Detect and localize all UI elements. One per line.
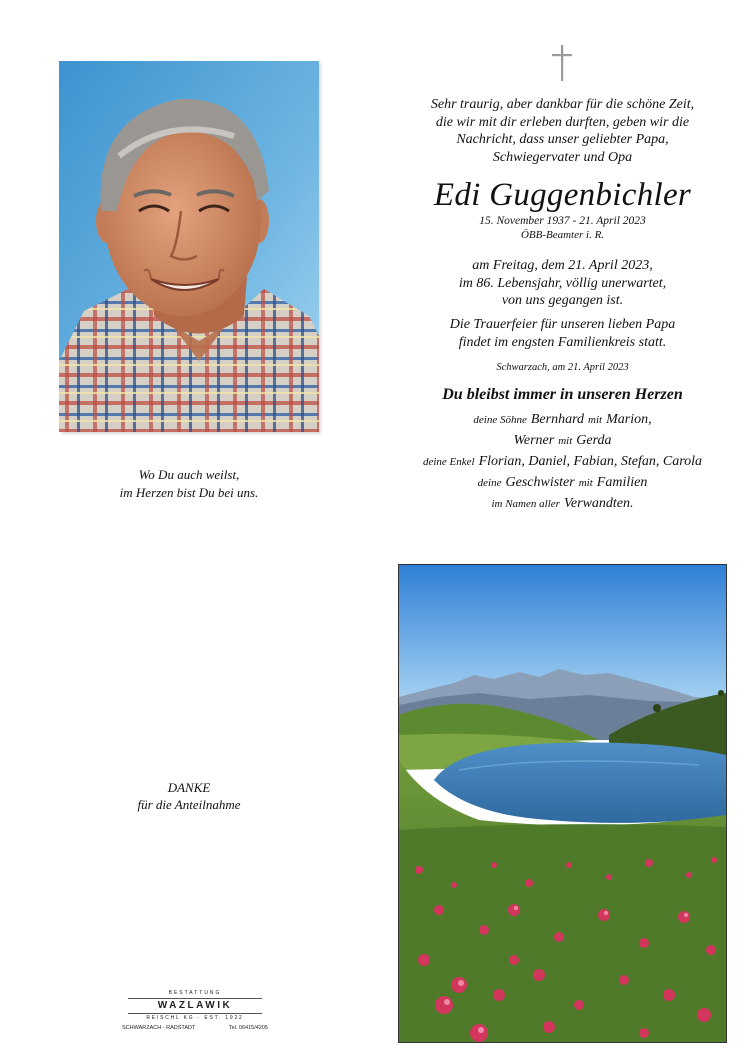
grandkids-names: Florian, Daniel, Fabian, Stefan, Carola [478, 454, 703, 469]
grandkids-prefix: deine Enkel [422, 456, 475, 468]
logo-address: SCHWARZACH - RADSTADT [122, 1025, 196, 1031]
family-line-relatives [396, 493, 729, 514]
funeral-line: Die Trauerfeier für unseren lieben Papa [449, 317, 676, 332]
logo-rule [128, 1013, 262, 1014]
relatives-prefix: im Namen aller [491, 498, 560, 510]
siblings-word: Geschwister [505, 475, 575, 490]
siblings-prefix: deine [477, 477, 502, 489]
intro-line: die wir mit dir erleben durften, geben wir die [435, 114, 690, 130]
intro-line: Sehr traurig, aber dankbar für die schöne Zeit, [430, 97, 695, 112]
family-line-siblings [396, 472, 729, 493]
relatives-word: Verwandten. [563, 496, 634, 511]
quote-line: Wo Du auch weilst, [138, 467, 240, 482]
mit-word: mit [588, 414, 603, 426]
landscape-photo [399, 565, 726, 1042]
family-line-son2 [396, 430, 729, 451]
death-info-line: am Freitag, dem 21. April 2023, [472, 258, 653, 273]
son-name: Bernhard [530, 412, 585, 427]
quote-line: im Herzen bist Du bei uns. [119, 485, 259, 500]
death-info-line: von uns gegangen ist. [501, 293, 624, 308]
announcement-intro [400, 96, 725, 166]
son-name: Werner [513, 433, 555, 448]
mit-word: mit [558, 435, 573, 447]
life-dates: 15. November 1937 - 21. April 2023 [479, 215, 646, 227]
undertaker-logo [120, 990, 270, 1040]
funeral-line: findet im engsten Familienkreis statt. [458, 334, 667, 350]
family-list [396, 409, 729, 514]
portrait-photo [59, 61, 319, 432]
partner-name: Gerda [576, 433, 612, 448]
logo-top-text: BESTATTUNG [168, 990, 222, 996]
mit-word: mit [578, 477, 593, 489]
logo-sub-text: REISCHL KG · EST. 1922 [146, 1015, 244, 1021]
thanks-subtitle: für die Anteilnahme [137, 797, 241, 812]
cross-icon [551, 45, 573, 81]
logo-brand: WAZLAWIK [157, 1000, 233, 1011]
logo-phone: Tel. 06415/4205 [228, 1025, 268, 1031]
logo-address-row [120, 1024, 270, 1033]
occupation: ÖBB-Beamter i. R. [520, 229, 605, 241]
memorial-quote [59, 466, 319, 502]
thanks-note [59, 779, 319, 813]
partner-name: Marion, [606, 412, 652, 427]
funeral-notice [400, 316, 725, 351]
motto: Du bleibst immer in unseren Herzen [442, 386, 683, 403]
intro-line: Nachricht, dass unser geliebter Papa, [456, 132, 669, 147]
deceased-name: Edi Guggenbichler [433, 177, 692, 213]
death-info [400, 257, 725, 310]
sons-prefix: deine Söhne [473, 414, 527, 426]
thanks-title: DANKE [167, 780, 211, 795]
family-line-sons [396, 409, 729, 430]
logo-rule [128, 998, 262, 999]
place-date: Schwarzach, am 21. April 2023 [496, 362, 629, 373]
intro-line: Schwiegervater und Opa [492, 149, 633, 165]
siblings-families: Familien [596, 475, 648, 490]
family-line-grandkids [396, 451, 729, 472]
death-info-line: im 86. Lebensjahr, völlig unerwartet, [458, 275, 667, 291]
